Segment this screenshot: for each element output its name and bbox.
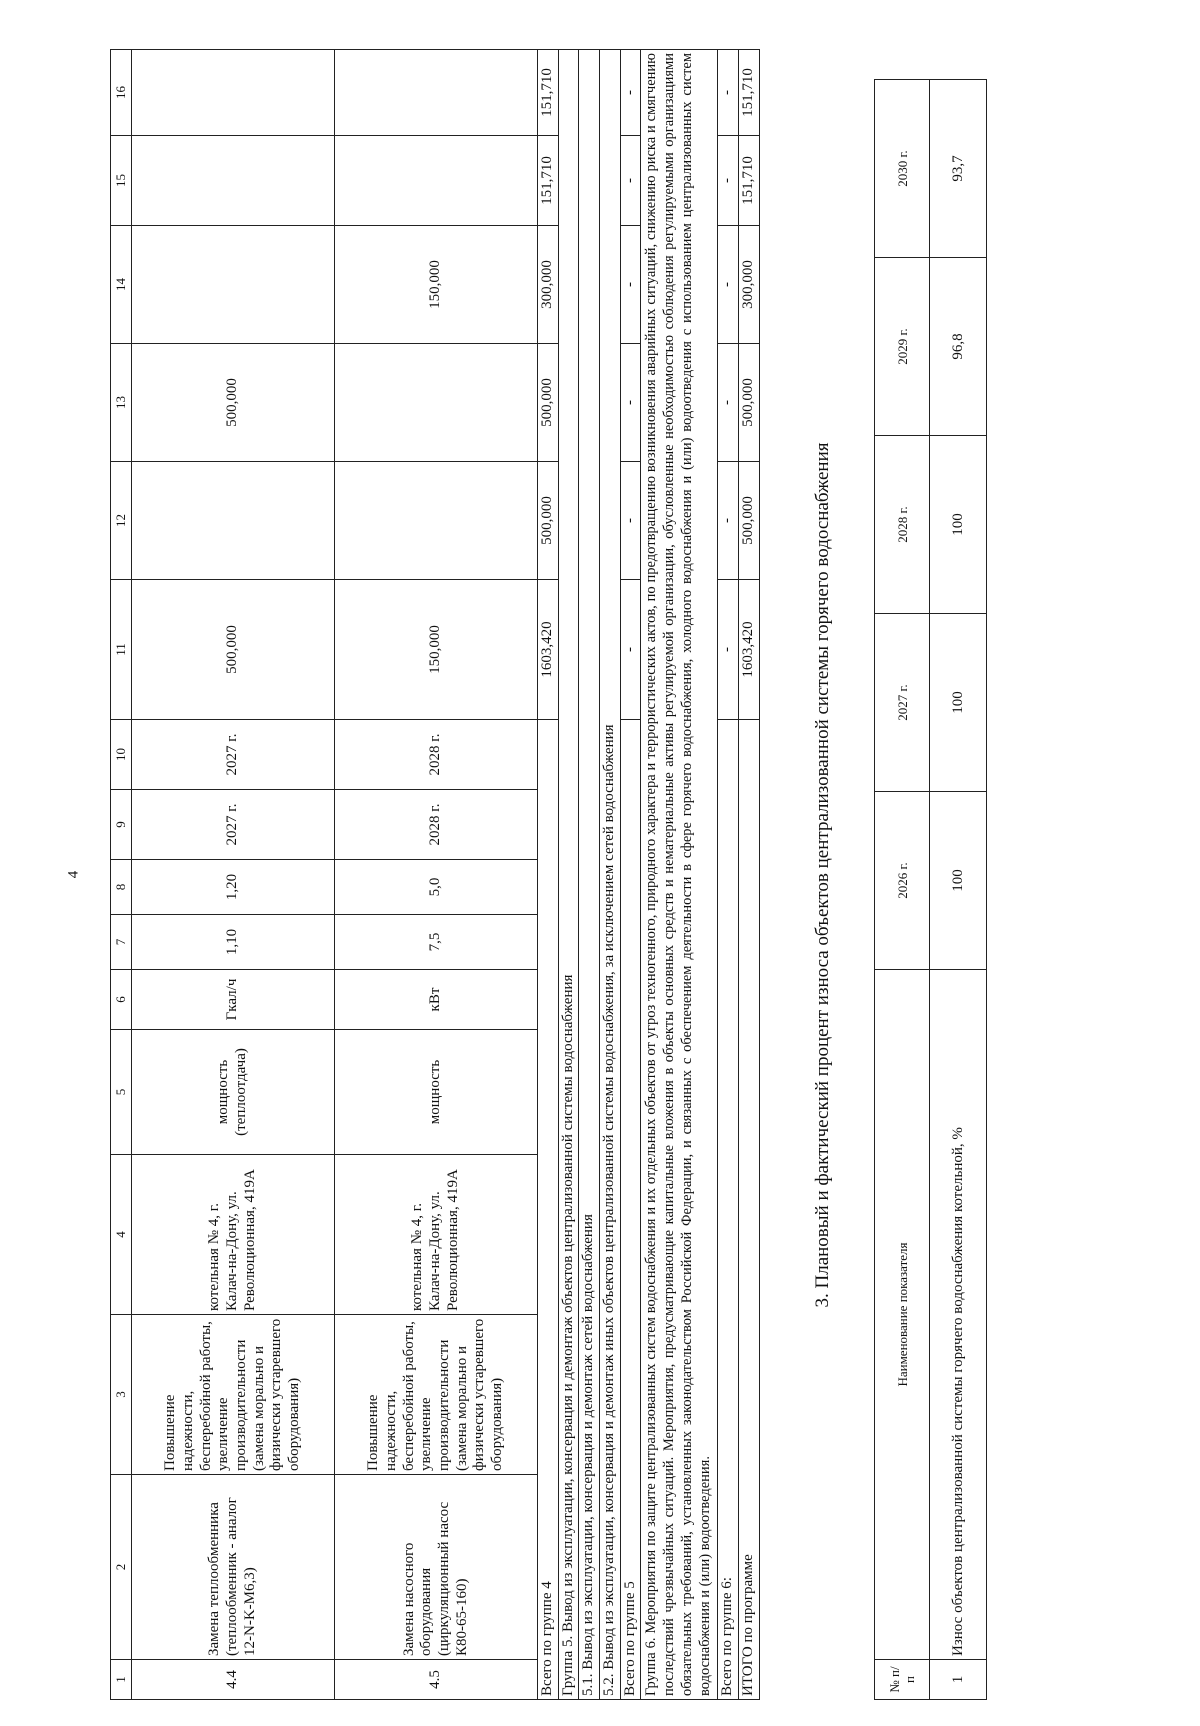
wear-value: 93,7 [930, 80, 987, 258]
end-year: 2028 г. [335, 720, 538, 790]
header-year: 2029 г. [875, 258, 930, 436]
table-row-4-5 [335, 50, 538, 1700]
total-label: ИТОГО по программе [739, 720, 760, 1700]
wear-percentage-table [874, 79, 987, 1700]
group-5-2-row [600, 50, 621, 1700]
total-cell: - [718, 136, 739, 226]
total-cell: - [718, 462, 739, 580]
row-number: 4.5 [335, 1660, 538, 1700]
cost-cell: 150,000 [335, 580, 538, 720]
total-cell: 151,710 [538, 136, 559, 226]
header-number: № п/п [875, 1660, 930, 1700]
col-header: 4 [111, 1155, 132, 1315]
wear-table-header [875, 80, 930, 1700]
total-label: Всего по группе 6: [718, 720, 739, 1700]
total-cell: 151,710 [739, 50, 760, 136]
total-cell: 300,000 [739, 226, 760, 344]
start-year: 2027 г. [132, 790, 335, 860]
total-cell: - [718, 50, 739, 136]
col-header: 16 [111, 50, 132, 136]
col-header: 15 [111, 136, 132, 226]
cost-cell: 150,000 [335, 226, 538, 344]
total-cell: - [718, 344, 739, 462]
col-header: 3 [111, 1315, 132, 1475]
subgroup-title: 5.2. Вывод из эксплуатации, консервация и демонтаж иных объектов централизованной системы водоснабжения, за исключением сетей водоснабжения [600, 50, 621, 1700]
cost-cell [132, 50, 335, 136]
group-6-row [641, 50, 718, 1700]
column-number-row [111, 50, 132, 1700]
section-3-title: 3. Плановый и фактический процент износа объектов централизованной системы горячего водоснабжения [811, 442, 833, 1308]
parameter-unit: Гкал/ч [132, 970, 335, 1030]
wear-value: 100 [930, 614, 987, 792]
total-label: Всего по группе 5 [620, 720, 641, 1700]
total-cell: - [620, 226, 641, 344]
group-6-description: Группа 6. Мероприятия по защите централизованных систем водоснабжения и их отдельных объектов от угроз техногенного, природного характера и террористических актов, по предотвращению возникновения аварийных ситуаций, снижению риска и смягчению последствий чрезвычайных ситуаций. Мероприятия, предусматривающие капитальные вложения в объекты основных средств и нематериальные активы регулируемой организации, обусловленные необходимостью соблюдения регулируемыми организациями обязательных требований, установленных законодательством Российской Федерации, и связанных с обеспечением деятельности в сфере горячего водоснабжения, холодного водоснабжения и (или) водоотведения с использованием централизованных систем водоснабжения и (или) водоотведения. [641, 50, 718, 1700]
wear-value: 100 [930, 792, 987, 970]
value-before: 7,5 [335, 915, 538, 970]
indicator-name: Износ объектов централизованной системы горячего водоснабжения котельной, % [930, 970, 987, 1660]
col-header: 2 [111, 1475, 132, 1660]
cost-cell [132, 226, 335, 344]
total-program-row [739, 50, 760, 1700]
measure-location: котельная № 4, г. Калач-на-Дону, ул. Революционная, 419А [132, 1155, 335, 1315]
parameter-name: мощность (теплоотдача) [132, 1030, 335, 1155]
total-cell: 500,000 [538, 344, 559, 462]
header-indicator: Наименование показателя [875, 970, 930, 1660]
parameter-unit: кВт [335, 970, 538, 1030]
total-cell: 151,710 [739, 136, 760, 226]
parameter-name: мощность [335, 1030, 538, 1155]
page-number: 4 [65, 870, 82, 879]
total-cell: - [620, 580, 641, 720]
measure-purpose: Повышение надежности, бесперебойной работы, увеличение производительности (замена морально и физически устаревшего оборудования) [132, 1315, 335, 1475]
total-group-4-row [538, 50, 559, 1700]
group-5-1-row [579, 50, 600, 1700]
total-cell: - [620, 344, 641, 462]
header-year: 2030 г. [875, 80, 930, 258]
col-header: 9 [111, 790, 132, 860]
cost-cell [335, 462, 538, 580]
header-year: 2026 г. [875, 792, 930, 970]
header-year: 2028 г. [875, 436, 930, 614]
investment-program-table [110, 49, 760, 1700]
table-row-4-4 [132, 50, 335, 1700]
total-cell: 500,000 [739, 462, 760, 580]
measure-name: Замена теплообменника (теплообменник - аналог 12-N-K-M6,3) [132, 1475, 335, 1660]
col-header: 13 [111, 344, 132, 462]
value-before: 1,10 [132, 915, 335, 970]
subgroup-title: 5.1. Вывод из эксплуатации, консервация и демонтаж сетей водоснабжения [579, 50, 600, 1700]
total-cell: 151,710 [538, 50, 559, 136]
col-header: 12 [111, 462, 132, 580]
col-header: 10 [111, 720, 132, 790]
table-row [930, 80, 987, 1700]
total-cell: 1603,420 [739, 580, 760, 720]
wear-value: 96,8 [930, 258, 987, 436]
group-title: Группа 5. Вывод из эксплуатации, консервация и демонтаж объектов централизованной системы водоснабжения [558, 50, 579, 1700]
value-after: 1,20 [132, 860, 335, 915]
total-cell: - [718, 580, 739, 720]
total-cell: - [620, 50, 641, 136]
total-cell: 300,000 [538, 226, 559, 344]
col-header: 8 [111, 860, 132, 915]
header-year: 2027 г. [875, 614, 930, 792]
total-group-5-row [620, 50, 641, 1700]
cost-cell: 500,000 [132, 580, 335, 720]
measure-name: Замена насосного оборудования (циркуляционный насос К80-65-160) [335, 1475, 538, 1660]
total-cell: - [718, 226, 739, 344]
total-cell: - [620, 462, 641, 580]
wear-value: 100 [930, 436, 987, 614]
total-label: Всего по группе 4 [538, 720, 559, 1700]
col-header: 14 [111, 226, 132, 344]
row-number: 4.4 [132, 1660, 335, 1700]
start-year: 2028 г. [335, 790, 538, 860]
col-header: 7 [111, 915, 132, 970]
cost-cell [335, 344, 538, 462]
cost-cell [335, 50, 538, 136]
col-header: 1 [111, 1660, 132, 1700]
total-cell: 500,000 [538, 462, 559, 580]
measure-purpose: Повышение надежности, бесперебойной работы, увеличение производительности (замена морально и физически устаревшего оборудования) [335, 1315, 538, 1475]
total-group-6-row [718, 50, 739, 1700]
measure-location: котельная № 4, г. Калач-на-Дону, ул. Революционная, 419А [335, 1155, 538, 1315]
col-header: 5 [111, 1030, 132, 1155]
col-header: 6 [111, 970, 132, 1030]
value-after: 5,0 [335, 860, 538, 915]
cost-cell [335, 136, 538, 226]
group-5-title-row [558, 50, 579, 1700]
cost-cell [132, 136, 335, 226]
total-cell: - [620, 136, 641, 226]
total-cell: 500,000 [739, 344, 760, 462]
row-number: 1 [930, 1660, 987, 1700]
total-cell: 1603,420 [538, 580, 559, 720]
cost-cell: 500,000 [132, 344, 335, 462]
col-header: 11 [111, 580, 132, 720]
rotated-page-content [110, 50, 1080, 1700]
end-year: 2027 г. [132, 720, 335, 790]
cost-cell [132, 462, 335, 580]
